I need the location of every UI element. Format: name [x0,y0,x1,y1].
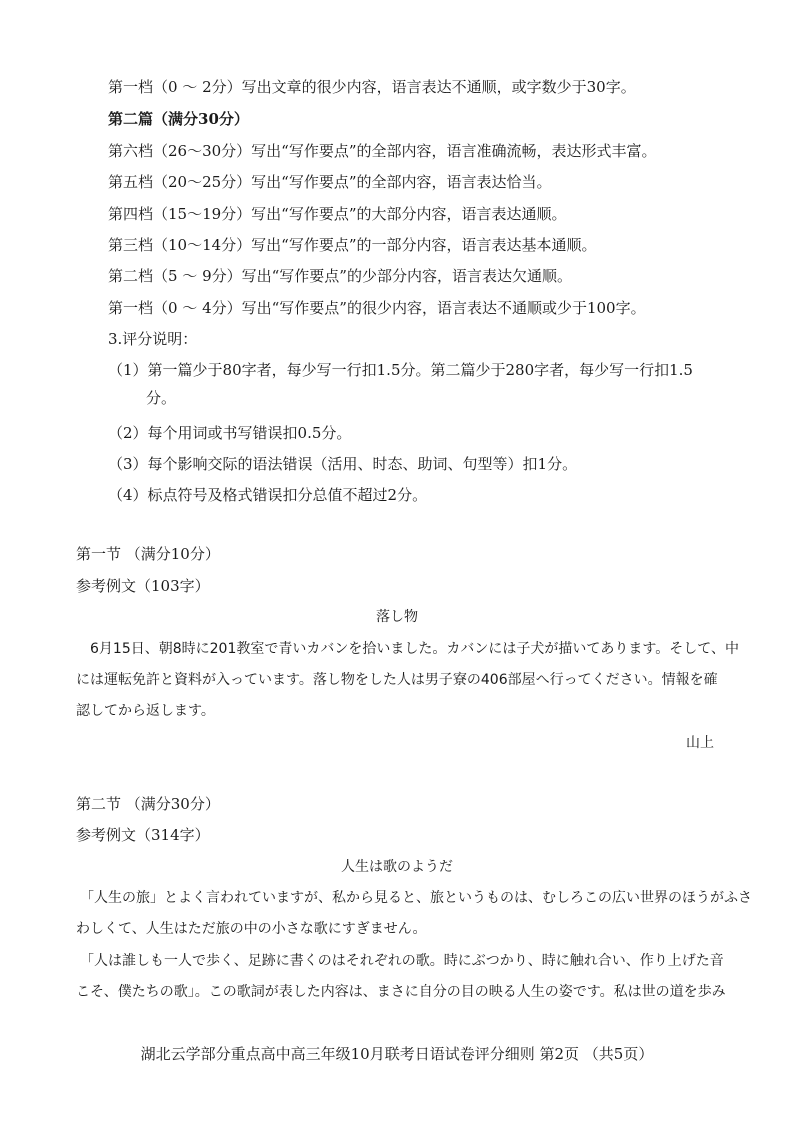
section-2-essay-line-2: わしくて、人生はただ旅の中の小さな歌にすぎません。 [76,921,427,937]
note-1-continued: 分。 [146,389,177,407]
section-1-essay-title: 落し物 [376,609,418,625]
criteria-level-6: 第六档（26～30分）写出“写作要点”的全部内容，语言准确流畅，表达形式丰富。 [108,142,657,160]
section-1-heading: 第一节 （满分10分） [76,545,220,563]
section-2-essay-title: 人生は歌のようだ [341,859,453,875]
section-2-sample-label: 参考例文（314字） [76,826,210,844]
section-2-essay-line-1: 「人生の旅」とよく言われていますが、私から見ると、旅というものは、むしろこの広い世界のほうがふさ [80,890,752,906]
notes-heading: 3.评分说明： [108,330,198,348]
section-2-heading: 第二节 （满分30分） [76,795,220,813]
section-2-essay-line-3: 「人は誰しも一人で歩く、足跡に書くのはそれぞれの歌。時にぶつかり、時に触れ合い、作り上げた音 [80,953,724,969]
section-1-signature: 山上 [686,735,714,751]
criteria-level-1: 第一档（0 ～ 4分）写出“写作要点”的很少内容，语言表达不通顺或少于100字。 [108,299,646,317]
criteria-level-2: 第二档（5 ～ 9分）写出“写作要点”的少部分内容，语言表达欠通顺。 [108,267,572,285]
section-1-essay-line-3: 認してから返します。 [76,703,215,719]
note-2: （2）每个用词或书写错误扣0.5分。 [108,424,352,442]
note-4: （4）标点符号及格式错误扣分总值不超过2分。 [108,486,428,504]
note-1: （1）第一篇少于80字者，每少写一行扣1.5分。第二篇少于280字者，每少写一行扣1.5 [108,361,693,379]
criteria-level-5: 第五档（20～25分）写出“写作要点”的全部内容，语言表达恰当。 [108,173,552,191]
section-1-essay-line-1: 6月15日、朝8時に201教室で青いカバンを拾いました。カバンには子犬が描いてあります。そして、中 [90,641,739,657]
criteria-level-4: 第四档（15～19分）写出“写作要点”的大部分内容，语言表达通顺。 [108,205,567,223]
section-1-sample-label: 参考例文（103字） [76,577,210,595]
criteria-level-3: 第三档（10～14分）写出“写作要点”的一部分内容，语言表达基本通顺。 [108,236,597,254]
page-footer: 湖北云学部分重点高中高三年级10月联考日语试卷评分细则 第2页 （共5页） [140,1045,654,1063]
note-3: （3）每个影响交际的语法错误（活用、时态、助词、句型等）扣1分。 [108,455,578,473]
criteria-level-1-part1: 第一档（0 ～ 2分）写出文章的很少内容，语言表达不通顺，或字数少于30字。 [108,78,636,96]
section-1-essay-line-2: には運転免許と資料が入っています。落し物をした人は男子寮の406部屋へ行ってください。情報を確 [76,672,718,688]
part2-heading: 第二篇（满分30分） [108,110,249,128]
section-2-essay-line-4: こそ、僕たちの歌」。この歌詞が表した内容は、まさに自分の目の映る人生の姿です。私は世の道を歩み [76,984,726,1000]
